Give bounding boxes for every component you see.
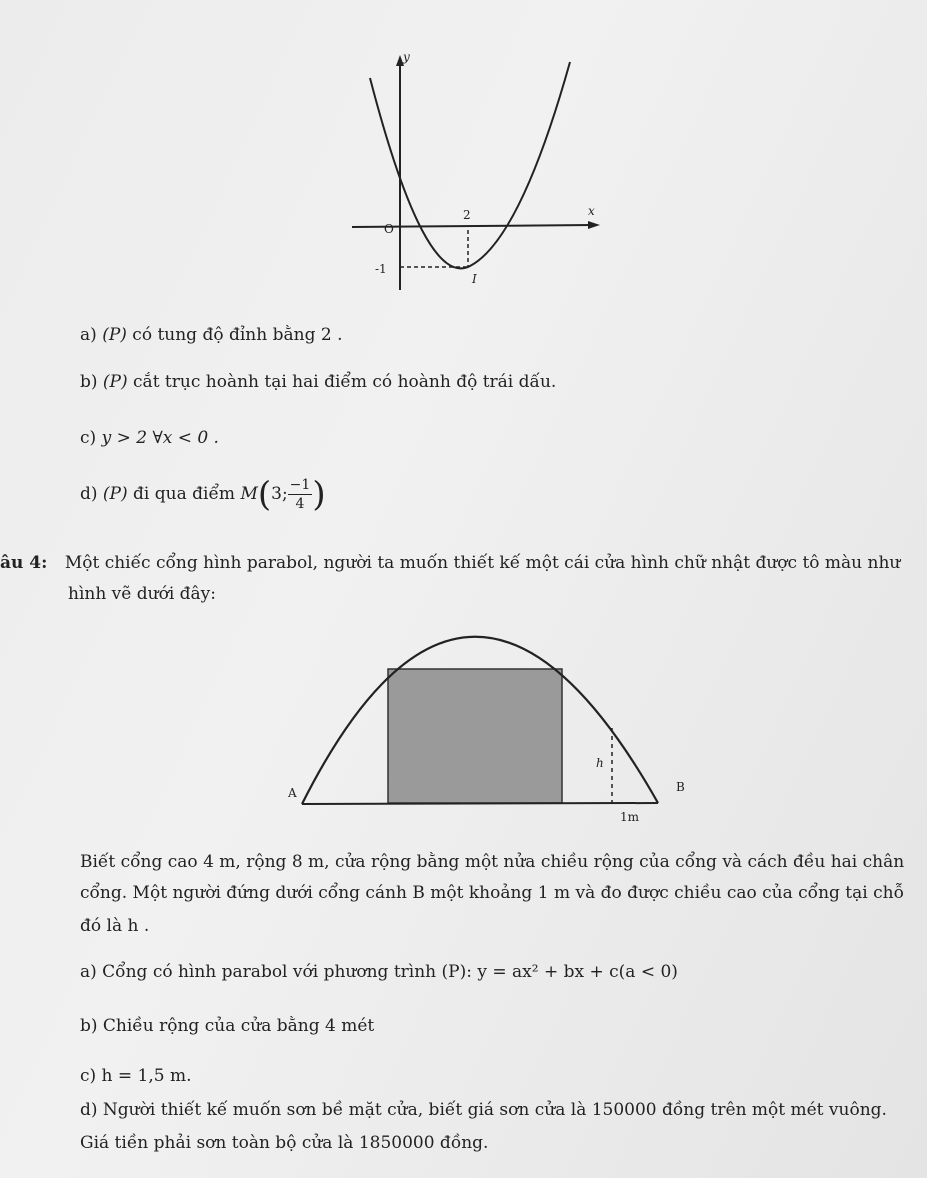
- y-tick-label: -1: [375, 262, 387, 276]
- point-A-label: A: [288, 786, 297, 800]
- q4-intro-line2: hình vẽ dưới đây:: [68, 584, 217, 604]
- q4-item-d-line2: Giá tiền phải sơn toàn bộ cửa là 1850000 đồng.: [80, 1133, 489, 1153]
- height-h-label: h: [596, 756, 604, 770]
- point-B-label: B: [676, 780, 685, 794]
- x-tick-label: 2: [463, 208, 471, 222]
- q4-item-d-line1: d) Người thiết kế muốn sơn bề mặt cửa, biết giá sơn cửa là 150000 đồng trên một mét vuông.: [80, 1100, 887, 1120]
- origin-label: O: [384, 222, 394, 236]
- x-axis-label: x: [588, 204, 595, 218]
- y-axis-label: y: [403, 50, 410, 64]
- q4-desc-line2: cổng. Một người đứng dưới cổng cánh B một khoảng 1 m và đo được chiều cao của cổng tại chỗ: [80, 883, 904, 903]
- fraction: $\frac{-1}{4}$: [289, 477, 311, 512]
- one-meter-label: 1m: [620, 810, 640, 824]
- q3-item-a: a) (P) có tung độ đỉnh bằng 2 .: [80, 325, 343, 345]
- vertex-label: I: [472, 272, 477, 286]
- q4-item-c: c) h = 1,5 m.: [80, 1066, 192, 1086]
- q3-item-b: b) (P) cắt trục hoành tại hai điểm có hoành độ trái dấu.: [80, 372, 557, 392]
- q4-title: âu 4:: [0, 553, 48, 573]
- gate-base: [302, 803, 658, 804]
- q3-item-d: d) (P) đi qua điểm M(3; $\frac{-1}{4}$ ): [80, 474, 326, 515]
- q4-desc-line3: đó là h .: [80, 916, 150, 936]
- q4-item-b: b) Chiều rộng của cửa bằng 4 mét: [80, 1016, 375, 1036]
- q4-intro-line1: âu 4: Một chiếc cổng hình parabol, người ta muốn thiết kế một cái cửa hình chữ nhật được tô màu như: [0, 553, 901, 573]
- q4-item-a: a) Cổng có hình parabol với phương trình (P): y = ax² + bx + c(a < 0): [80, 962, 678, 982]
- q4-desc-line1: Biết cổng cao 4 m, rộng 8 m, cửa rộng bằng một nửa chiều rộng của cổng và cách đều hai chân: [80, 852, 905, 872]
- q3-item-c: c) y > 2 ∀x < 0 .: [80, 428, 219, 448]
- door-rectangle: [388, 669, 562, 803]
